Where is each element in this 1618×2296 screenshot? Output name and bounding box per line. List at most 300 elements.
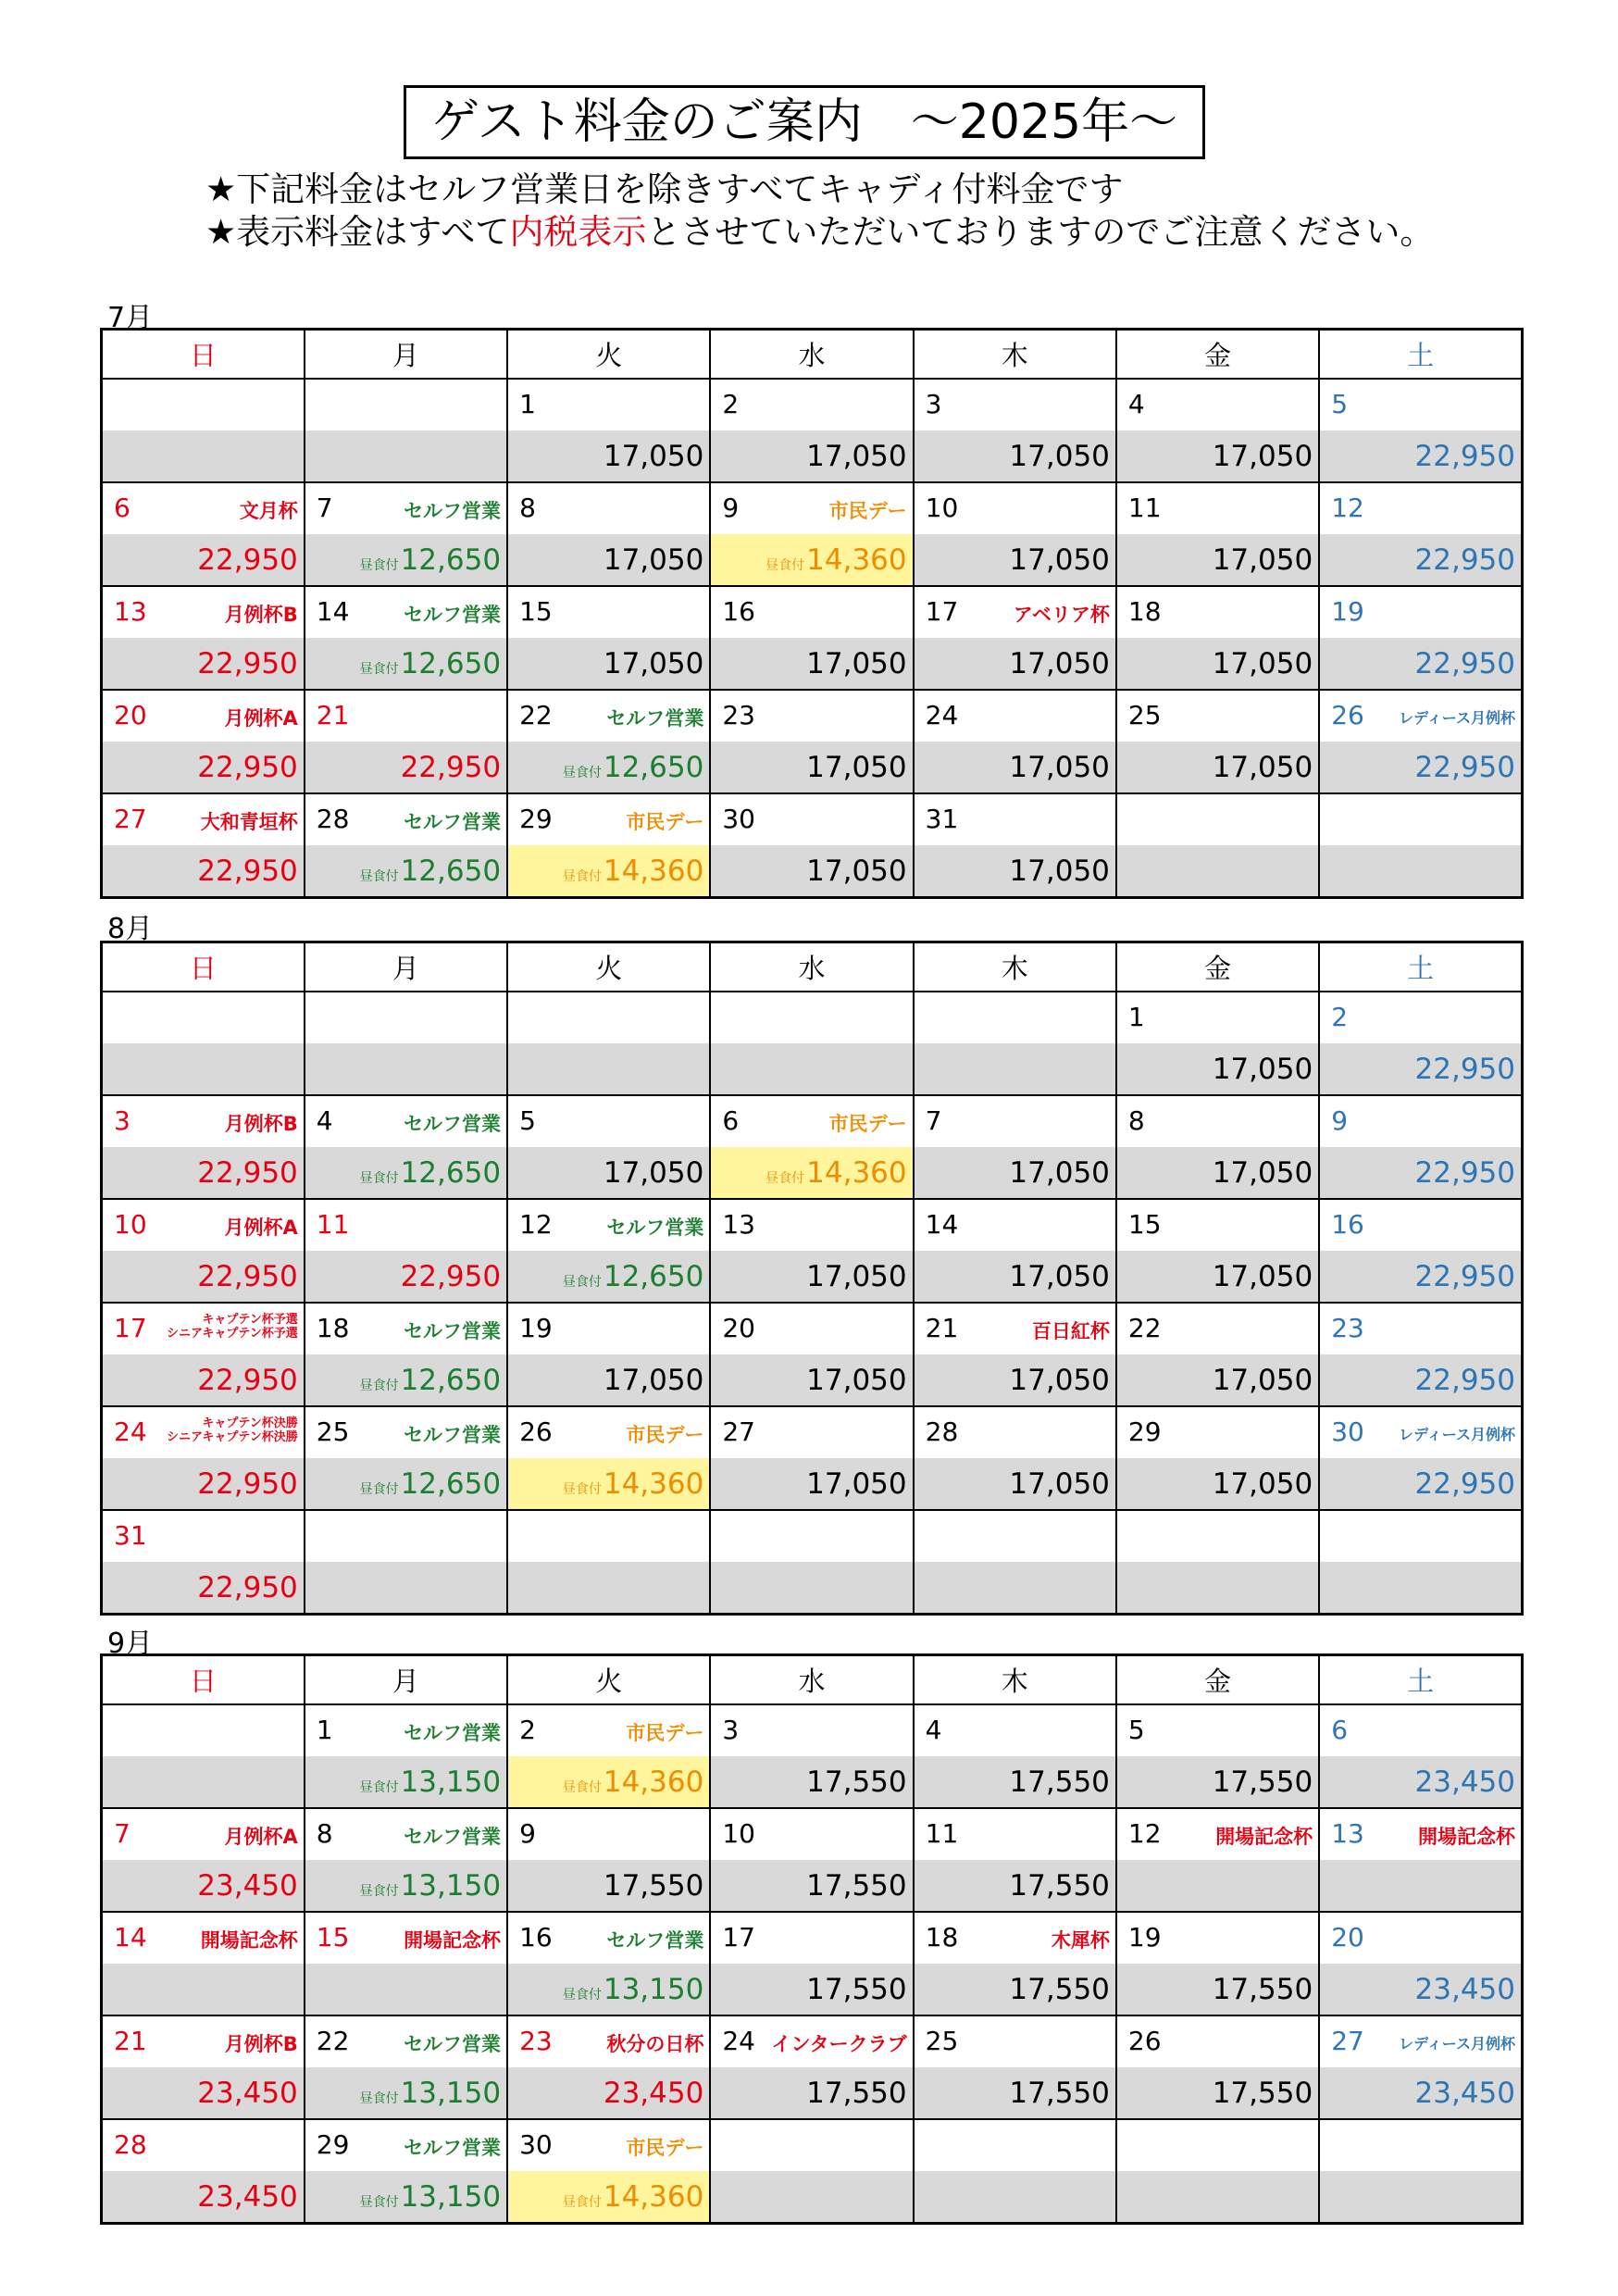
day-cell	[914, 1095, 1116, 1147]
price-cell-inner	[508, 430, 709, 481]
note-tax-c: とさせていただいておりますのでご注意ください。	[646, 212, 1435, 252]
price-value	[1213, 1053, 1313, 1086]
price-cell	[305, 742, 507, 793]
price-cell-inner	[915, 1043, 1115, 1094]
lunch-label: 昼食付	[562, 1481, 602, 1497]
day-number: 18	[316, 1312, 350, 1343]
day-row	[102, 482, 1523, 534]
day-cell-inner	[1117, 1096, 1318, 1147]
day-number: 7	[925, 1104, 942, 1136]
price-cell	[507, 1562, 710, 1615]
price-value	[765, 1156, 906, 1190]
price-cell	[1319, 1562, 1522, 1615]
day-number: 26	[519, 1416, 553, 1447]
day-number: 3	[114, 1104, 131, 1136]
price-cell-inner	[508, 1043, 709, 1094]
day-cell	[507, 1912, 710, 1964]
page-title: ゲスト料金のご案内 ～2025年～	[404, 85, 1205, 159]
price-value	[1213, 647, 1313, 680]
day-cell-inner	[711, 587, 912, 638]
day-cell-inner	[305, 794, 506, 845]
day-number: 12	[1127, 1817, 1162, 1849]
day-number: 6	[722, 1104, 740, 1136]
day-cell-inner	[103, 992, 304, 1043]
price-amount: 17,050	[603, 439, 704, 473]
lunch-label: 昼食付	[359, 868, 399, 884]
day-number: 30	[519, 2128, 553, 2160]
weekday-header: 木	[914, 330, 1116, 379]
price-value	[360, 2180, 501, 2214]
price-cell-inner	[508, 845, 709, 896]
price-amount: 22,950	[1414, 543, 1515, 577]
day-number: 14	[316, 595, 350, 627]
price-cell	[507, 1964, 710, 2015]
price-cell-inner	[915, 2171, 1115, 2222]
price-cell	[914, 638, 1116, 690]
price-value	[806, 1364, 906, 1397]
price-cell	[305, 638, 507, 690]
day-number: 7	[316, 492, 333, 523]
day-cell-inner	[1117, 1913, 1318, 1964]
price-cell	[305, 2171, 507, 2224]
price-amount: 17,050	[1212, 439, 1313, 473]
price-amount: 23,450	[197, 1868, 298, 1903]
price-amount: 13,150	[603, 1972, 704, 2006]
lunch-label: 昼食付	[562, 868, 602, 884]
day-cell	[1116, 1199, 1319, 1251]
price-value	[563, 1973, 703, 2006]
day-row	[102, 690, 1523, 742]
price-cell	[1319, 845, 1522, 898]
day-cell-inner	[305, 1304, 506, 1354]
price-cell	[102, 430, 305, 482]
price-cell	[102, 1562, 305, 1615]
day-cell-inner	[915, 2016, 1115, 2067]
price-value	[1415, 543, 1515, 577]
price-cell-inner	[711, 534, 912, 585]
day-cell	[305, 1510, 507, 1562]
day-cell-inner	[711, 2016, 912, 2067]
price-value	[197, 1467, 297, 1501]
day-number: 1	[316, 1714, 333, 1745]
price-cell	[1116, 2067, 1319, 2119]
price-value	[1213, 1973, 1313, 2006]
price-value	[401, 751, 501, 784]
price-amount: 17,050	[1212, 1363, 1313, 1397]
day-cell	[102, 1912, 305, 1964]
price-value	[360, 1364, 501, 1397]
day-cell-inner	[1320, 1511, 1521, 1562]
day-number: 31	[114, 1519, 147, 1551]
price-cell-inner	[305, 1860, 506, 1911]
price-cell-inner	[1117, 1562, 1318, 1613]
day-cell	[507, 482, 710, 534]
weekday-header: 水	[710, 1655, 913, 1704]
day-cell	[1319, 992, 1522, 1043]
price-amount: 17,050	[806, 1466, 907, 1501]
weekday-header: 木	[914, 1655, 1116, 1704]
price-amount: 22,950	[197, 1466, 298, 1501]
price-value	[360, 1156, 501, 1190]
day-cell-inner	[711, 483, 912, 534]
price-cell-inner	[508, 1562, 709, 1613]
price-cell	[914, 1458, 1116, 1510]
day-cell	[710, 1095, 913, 1147]
event-label: 大和青垣杯	[200, 810, 298, 833]
price-cell-inner	[1117, 1860, 1318, 1911]
day-cell	[507, 1406, 710, 1458]
day-row	[102, 1510, 1523, 1562]
day-cell	[710, 2015, 913, 2067]
price-cell-inner	[711, 845, 912, 896]
price-cell-inner	[1320, 534, 1521, 585]
price-row	[102, 1562, 1523, 1615]
price-cell-inner	[1117, 1756, 1318, 1807]
price-value	[197, 855, 297, 888]
price-amount: 17,050	[1009, 750, 1110, 784]
day-cell-inner	[508, 2120, 709, 2171]
price-cell-inner	[1320, 2171, 1521, 2222]
price-amount: 22,950	[400, 1259, 502, 1293]
day-cell-inner	[1320, 483, 1521, 534]
price-row	[102, 1147, 1523, 1199]
day-cell-inner	[1117, 1304, 1318, 1354]
day-cell-inner	[305, 1200, 506, 1251]
day-cell-inner	[1117, 380, 1318, 430]
price-value	[197, 647, 297, 680]
price-cell-inner	[508, 2067, 709, 2118]
price-row	[102, 742, 1523, 793]
price-cell	[1116, 638, 1319, 690]
price-cell	[914, 534, 1116, 586]
day-number: 22	[1127, 1312, 1162, 1343]
day-number: 30	[722, 803, 755, 834]
day-cell	[710, 690, 913, 742]
price-cell-inner	[1320, 845, 1521, 896]
price-amount: 17,550	[1212, 1972, 1313, 2006]
price-cell	[710, 430, 913, 482]
day-cell-inner	[305, 2016, 506, 2067]
day-number: 22	[519, 699, 553, 730]
price-amount: 17,050	[806, 750, 907, 784]
price-value	[197, 2077, 297, 2110]
day-cell	[102, 1808, 305, 1860]
price-cell	[1116, 534, 1319, 586]
price-amount: 17,050	[806, 1363, 907, 1397]
day-number: 26	[1127, 2025, 1162, 2056]
price-cell-inner	[508, 2171, 709, 2222]
price-amount: 22,950	[197, 1155, 298, 1190]
price-cell-inner	[508, 534, 709, 585]
day-cell	[1319, 2119, 1522, 2171]
day-cell-inner	[915, 992, 1115, 1043]
day-cell-inner	[711, 1511, 912, 1562]
day-number: 28	[114, 2128, 147, 2160]
event-label: レディース月例杯	[1399, 2034, 1515, 2053]
price-value	[806, 855, 906, 888]
price-cell-inner	[711, 1251, 912, 1302]
price-cell	[1319, 1251, 1522, 1303]
lunch-label: 昼食付	[765, 1170, 805, 1186]
price-amount: 17,550	[1009, 2076, 1110, 2110]
day-cell-inner	[915, 1705, 1115, 1756]
price-row	[102, 2171, 1523, 2224]
price-value	[1009, 1364, 1109, 1397]
price-cell	[710, 1043, 913, 1095]
event-label: セルフ営業	[404, 2136, 502, 2159]
price-value	[197, 1156, 297, 1190]
price-cell-inner	[103, 1251, 304, 1302]
day-number: 23	[722, 699, 755, 730]
price-cell-inner	[1117, 845, 1318, 896]
price-amount: 23,450	[603, 2076, 704, 2110]
price-cell-inner	[103, 742, 304, 792]
day-cell-inner	[1117, 691, 1318, 742]
day-cell-inner	[103, 2120, 304, 2171]
price-cell	[710, 1251, 913, 1303]
day-number: 16	[519, 1921, 553, 1953]
price-row	[102, 1458, 1523, 1510]
day-cell	[1116, 793, 1319, 845]
day-number: 8	[1127, 1104, 1145, 1136]
day-number: 5	[1331, 388, 1349, 419]
price-row	[102, 845, 1523, 898]
day-cell	[914, 586, 1116, 638]
price-cell-inner	[103, 1562, 304, 1613]
price-value	[604, 1364, 703, 1397]
day-row	[102, 1095, 1523, 1147]
price-amount: 13,150	[400, 1765, 502, 1799]
day-cell	[102, 2015, 305, 2067]
price-amount: 17,050	[1212, 646, 1313, 680]
day-cell	[507, 1199, 710, 1251]
price-value	[806, 440, 906, 473]
price-cell-inner	[103, 1860, 304, 1911]
price-cell-inner	[305, 845, 506, 896]
price-cell	[914, 1251, 1116, 1303]
price-cell	[102, 2171, 305, 2224]
price-cell-inner	[711, 1354, 912, 1405]
day-cell-inner	[915, 794, 1115, 845]
day-number: 27	[114, 803, 147, 834]
price-value	[563, 855, 703, 888]
day-cell	[305, 1808, 507, 1860]
event-label: 秋分の日杯	[606, 2032, 704, 2055]
price-cell-inner	[711, 1860, 912, 1911]
price-cell	[305, 845, 507, 898]
price-cell	[1319, 638, 1522, 690]
day-cell-inner	[711, 1200, 912, 1251]
lunch-label: 昼食付	[359, 1883, 399, 1899]
day-cell-inner	[915, 1200, 1115, 1251]
day-cell	[1116, 992, 1319, 1043]
day-cell	[102, 1704, 305, 1756]
price-amount: 17,050	[1009, 1363, 1110, 1397]
day-cell-inner	[508, 1809, 709, 1860]
price-cell	[710, 1860, 913, 1912]
price-cell-inner	[1117, 1354, 1318, 1405]
price-value	[1009, 751, 1109, 784]
price-cell	[710, 1756, 913, 1808]
price-amount: 22,950	[1414, 646, 1515, 680]
event-label: セルフ営業	[606, 1216, 704, 1239]
day-cell-inner	[305, 1096, 506, 1147]
day-cell-inner	[711, 1809, 912, 1860]
price-cell-inner	[103, 534, 304, 585]
price-amount: 17,050	[1009, 1259, 1110, 1293]
price-cell-inner	[915, 1964, 1115, 2015]
price-row	[102, 1964, 1523, 2015]
price-cell	[102, 2067, 305, 2119]
day-cell-inner	[103, 1913, 304, 1964]
price-cell	[102, 1458, 305, 1510]
price-cell-inner	[508, 1964, 709, 2015]
event-label: 文月杯	[239, 499, 298, 522]
day-number: 20	[1331, 1921, 1364, 1953]
price-cell	[1319, 2067, 1522, 2119]
day-number: 16	[722, 595, 755, 627]
price-cell-inner	[711, 638, 912, 689]
price-cell	[1319, 1860, 1522, 1912]
price-cell-inner	[915, 1562, 1115, 1613]
price-cell-inner	[1117, 638, 1318, 689]
price-row	[102, 1043, 1523, 1095]
price-row	[102, 534, 1523, 586]
day-cell	[1116, 690, 1319, 742]
price-cell-inner	[508, 1756, 709, 1807]
day-number: 1	[1127, 1001, 1145, 1032]
price-cell	[710, 1147, 913, 1199]
day-row	[102, 1199, 1523, 1251]
day-cell-inner	[915, 483, 1115, 534]
price-amount: 17,050	[1212, 1259, 1313, 1293]
price-cell-inner	[508, 1354, 709, 1405]
note-tax	[205, 211, 1434, 254]
price-cell-inner	[103, 430, 304, 481]
price-cell	[1319, 1964, 1522, 2015]
price-row	[102, 2067, 1523, 2119]
day-cell-inner	[103, 483, 304, 534]
day-number: 9	[519, 1817, 536, 1849]
event-label: 市民デー	[626, 810, 704, 833]
price-amount: 17,050	[603, 1363, 704, 1397]
price-amount: 17,050	[1009, 1466, 1110, 1501]
price-value	[1213, 751, 1313, 784]
day-cell-inner	[508, 1096, 709, 1147]
day-cell-inner	[1320, 1200, 1521, 1251]
price-cell	[507, 742, 710, 793]
price-cell-inner	[305, 1562, 506, 1613]
day-number: 7	[114, 1817, 131, 1849]
price-cell-inner	[103, 845, 304, 896]
day-number: 19	[1127, 1921, 1162, 1953]
event-label: アベリア杯	[1013, 603, 1110, 626]
price-cell-inner	[1320, 1562, 1521, 1613]
day-cell	[102, 1406, 305, 1458]
day-cell	[305, 1406, 507, 1458]
price-cell	[1319, 1458, 1522, 1510]
price-cell	[1319, 2171, 1522, 2224]
day-cell-inner	[915, 691, 1115, 742]
day-cell	[305, 482, 507, 534]
price-cell-inner	[1117, 534, 1318, 585]
day-cell-inner	[1117, 1200, 1318, 1251]
day-cell	[1319, 586, 1522, 638]
price-cell-inner	[305, 1964, 506, 2015]
price-amount: 22,950	[1414, 1466, 1515, 1501]
price-cell	[1319, 1147, 1522, 1199]
day-cell	[914, 2015, 1116, 2067]
weekday-header: 土	[1319, 330, 1522, 379]
price-cell	[914, 1354, 1116, 1406]
price-value	[563, 751, 703, 784]
day-cell	[102, 1303, 305, 1354]
price-cell-inner	[711, 742, 912, 792]
price-value	[765, 543, 906, 577]
price-cell	[305, 1860, 507, 1912]
price-cell	[102, 1147, 305, 1199]
price-cell	[102, 1860, 305, 1912]
event-label: 月例杯A	[224, 706, 298, 730]
weekday-header: 木	[914, 942, 1116, 992]
event-label: 月例杯B	[224, 2032, 298, 2055]
day-cell-inner	[305, 691, 506, 742]
price-cell-inner	[305, 1756, 506, 1807]
day-number: 19	[1331, 595, 1364, 627]
event-line-2: シニアキャプテン杯予選	[166, 1326, 298, 1341]
day-cell	[914, 1199, 1116, 1251]
price-cell	[1319, 534, 1522, 586]
day-number: 17	[925, 595, 959, 627]
day-cell-inner	[103, 2016, 304, 2067]
price-amount: 22,950	[197, 1259, 298, 1293]
day-cell-inner	[508, 794, 709, 845]
price-cell	[710, 845, 913, 898]
day-cell-inner	[1117, 483, 1318, 534]
event-label: 市民デー	[828, 499, 907, 522]
day-cell-inner	[1117, 2016, 1318, 2067]
day-cell-inner	[711, 992, 912, 1043]
price-amount: 17,550	[806, 1868, 907, 1903]
month-label-aug: 8月	[107, 913, 154, 945]
event-label: セルフ営業	[404, 1825, 502, 1848]
lunch-label: 昼食付	[359, 1779, 399, 1795]
day-cell-inner	[508, 587, 709, 638]
weekday-header: 日	[102, 330, 305, 379]
price-cell	[914, 430, 1116, 482]
day-number: 27	[1331, 2025, 1364, 2056]
day-number: 25	[1127, 699, 1162, 730]
price-value	[1415, 1467, 1515, 1501]
weekday-header: 月	[305, 942, 507, 992]
price-amount: 23,450	[1414, 2076, 1515, 2110]
price-cell	[710, 534, 913, 586]
day-cell	[1116, 482, 1319, 534]
price-cell	[305, 2067, 507, 2119]
price-amount: 22,950	[197, 750, 298, 784]
note-tax-a: ★表示料金はすべて	[205, 212, 510, 252]
price-cell	[1116, 1043, 1319, 1095]
day-cell	[1319, 379, 1522, 430]
price-cell	[1116, 430, 1319, 482]
price-cell	[914, 1562, 1116, 1615]
price-amount: 12,650	[400, 1466, 502, 1501]
day-cell-inner	[508, 380, 709, 430]
price-cell	[507, 2067, 710, 2119]
price-amount: 14,360	[603, 1466, 704, 1501]
day-cell	[507, 2015, 710, 2067]
day-cell	[710, 1406, 913, 1458]
